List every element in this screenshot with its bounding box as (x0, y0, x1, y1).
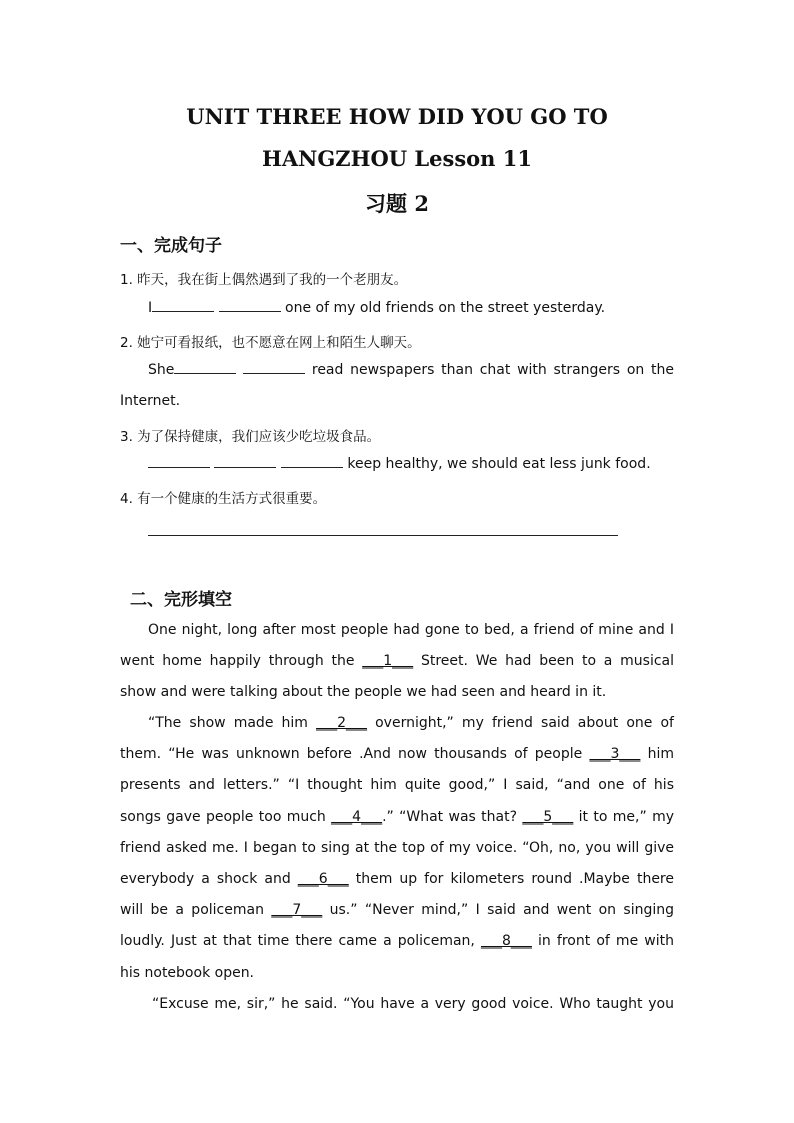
passage-line: his notebook open. (120, 965, 255, 981)
passage-line (120, 871, 674, 887)
answer-blank[interactable] (243, 361, 305, 374)
cloze-blank-4[interactable]: ___4___ (331, 809, 383, 825)
cloze-blank-6[interactable]: ___6___ (297, 871, 349, 887)
passage-line: presents and letters.” “I thought him quite good,” I said, “and one of his (120, 777, 674, 793)
question-3-english (148, 455, 674, 472)
passage-line (120, 809, 674, 825)
answer-blank[interactable] (148, 455, 210, 468)
section-1-heading: 一、完成句子 (120, 236, 222, 256)
answer-blank[interactable] (219, 299, 281, 312)
passage-text: will be a policeman (120, 902, 272, 918)
question-2-english (148, 361, 674, 378)
passage-line: One night, long after most people had gone to bed, a friend of mine and I (148, 622, 674, 638)
passage-text: us.” “Never mind,” I said and went on singing (322, 902, 674, 918)
answer-blank[interactable] (152, 299, 214, 312)
passage-text: it to me,” my (573, 809, 674, 825)
cloze-blank-1[interactable]: ___1___ (362, 653, 414, 669)
cloze-blank-5[interactable]: ___5___ (522, 809, 574, 825)
passage-text: .” “What was that? (382, 809, 523, 825)
passage-line (120, 902, 674, 918)
passage-text: went home happily through the (120, 653, 363, 669)
question-2-english-cont: Internet. (120, 393, 181, 409)
cloze-blank-7[interactable]: ___7___ (271, 902, 323, 918)
passage-text: loudly. Just at that time there came a policeman, (120, 933, 481, 949)
answer-blank[interactable] (281, 455, 343, 468)
passage-line (120, 653, 674, 669)
title-line-2: HANGZHOU Lesson 11 (262, 146, 532, 171)
question-2-start: She (148, 362, 175, 378)
title-line-3: 习题 2 (365, 191, 429, 216)
cloze-blank-3[interactable]: ___3___ (589, 746, 641, 762)
passage-text: everybody a shock and (120, 871, 298, 887)
question-1-rest: one of my old friends on the street yesterday. (280, 300, 606, 316)
passage-text: them up for kilometers round .Maybe there (348, 871, 674, 887)
passage-text: him (640, 746, 674, 762)
cloze-blank-8[interactable]: ___8___ (481, 933, 532, 949)
answer-blank[interactable] (214, 455, 276, 468)
question-2-chinese: 2. 她宁可看报纸，也不愿意在网上和陌生人聊天。 (120, 335, 421, 351)
question-4-answer-line[interactable] (148, 535, 618, 536)
passage-text: them. “He was unknown before .And now thousands of people (120, 746, 590, 762)
passage-text: in front of me with (531, 933, 674, 949)
question-3-chinese: 3. 为了保持健康，我们应该少吃垃圾食品。 (120, 429, 381, 445)
cloze-blank-2[interactable]: ___2___ (316, 715, 367, 731)
question-3-rest: keep healthy, we should eat less junk food. (342, 456, 651, 472)
passage-line: friend asked me. I began to sing at the top of my voice. “Oh, no, you will give (120, 840, 674, 856)
question-2-rest: read newspapers than chat with strangers on the (305, 362, 674, 378)
passage-line (120, 933, 674, 949)
question-1-start: I (148, 300, 153, 316)
question-4-chinese: 4. 有一个健康的生活方式很重要。 (120, 491, 327, 507)
passage-line: show and were talking about the people we had seen and heard in it. (120, 684, 607, 700)
question-1-english (148, 299, 674, 316)
passage-line: “Excuse me, sir,” he said. “You have a very good voice. Who taught you (152, 996, 674, 1012)
question-1-chinese: 1. 昨天，我在街上偶然遇到了我的一个老朋友。 (120, 272, 408, 288)
title-line-1: UNIT THREE HOW DID YOU GO TO (186, 104, 608, 129)
passage-text: songs gave people too much (120, 809, 332, 825)
passage-line (148, 715, 674, 731)
section-2-heading: 二、完形填空 (130, 590, 232, 610)
answer-blank[interactable] (174, 361, 236, 374)
passage-line (120, 746, 674, 762)
passage-text: Street. We had been to a musical (413, 653, 675, 669)
passage-text: “The show made him (148, 715, 317, 731)
passage-text: overnight,” my friend said about one of (367, 715, 674, 731)
